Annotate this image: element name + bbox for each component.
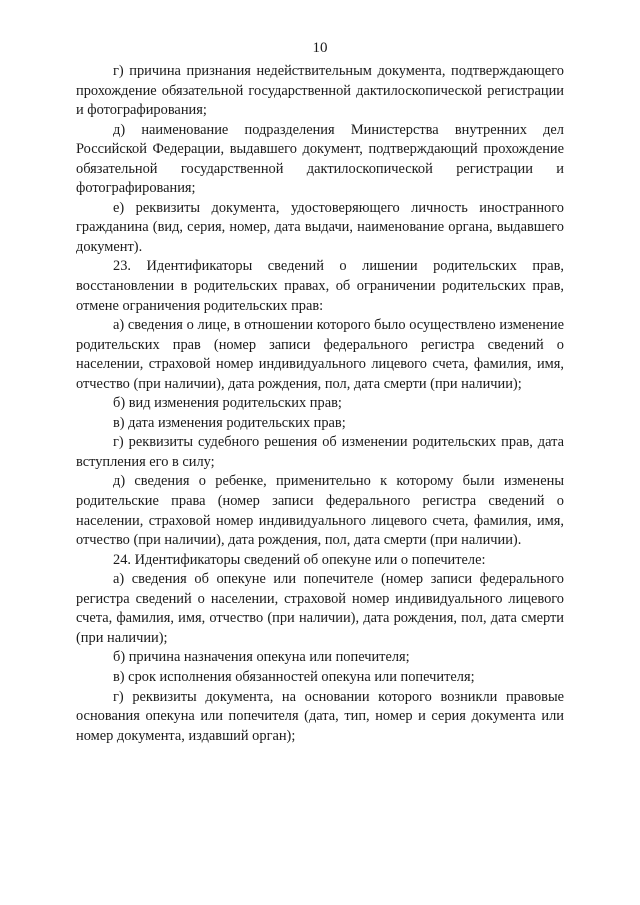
paragraph-24-heading: 24. Идентификаторы сведений об опекуне или о попечителе: [113, 551, 486, 568]
paragraph-24-g: г) реквизиты документа, на основании которого возникли правовые основания опекуна или попечителя (дата, тип, номер и серия документа или номер документа, издавший орган); [76, 688, 564, 744]
paragraph-e-identity-document: е) реквизиты документа, удостоверяющего личность иностранного гражданина (вид, серия, номер, дата выдачи, наименование органа, выдавшего документ). [76, 199, 564, 255]
paragraph-23-v: в) дата изменения родительских прав; [113, 414, 346, 431]
paragraph-23-a: а) сведения о лице, в отношении которого было осуществлено изменение родительских прав (номер записи федерального регистра сведений о населении, страховой номер индивидуального лицевого счета, фамилия, имя, отчество (при наличии), дата рождения, пол, дата смерти (при наличии); [76, 317, 564, 392]
paragraph-d-mvd-division: д) наименование подразделения Министерства внутренних дел Российской Федерации, выдавшего документ, подтверждающий прохождение обязательной государственной дактилоскопической регистрации и фотографирования; [76, 121, 564, 197]
paragraph-g-invalid-reason: г) причина признания недействительным документа, подтверждающего прохождение обязательной государственной дактилоскопической регистрации и фотографирования; [76, 63, 564, 119]
paragraph-23-b: б) вид изменения родительских прав; [113, 395, 342, 412]
document-body [76, 62, 564, 746]
paragraph-24-a: а) сведения об опекуне или попечителе (номер записи федерального регистра сведений о населении, страховой номер индивидуального лицевого счета, фамилия, имя, отчество (при наличии), дата рождения, пол, дата смерти (при наличии); [76, 571, 564, 646]
paragraph-23-d: д) сведения о ребенке, применительно к которому были изменены родительские права (номер записи федерального регистра сведений о населении, страховой номер индивидуального лицевого счета, фамилия, имя, отчество (при наличии), дата рождения, пол, дата смерти (при наличии). [76, 473, 564, 549]
paragraph-24-v: в) срок исполнения обязанностей опекуна или попечителя; [113, 668, 475, 685]
paragraph-24-b: б) причина назначения опекуна или попечителя; [113, 649, 410, 666]
page-number: 10 [312, 40, 328, 56]
paragraph-23-heading: 23. Идентификаторы сведений о лишении родительских прав, восстановлении в родительских правах, об ограничении родительских прав, отмене ограничения родительских прав: [76, 258, 564, 314]
paragraph-23-g: г) реквизиты судебного решения об изменении родительских прав, дата вступления его в силу; [76, 434, 564, 470]
